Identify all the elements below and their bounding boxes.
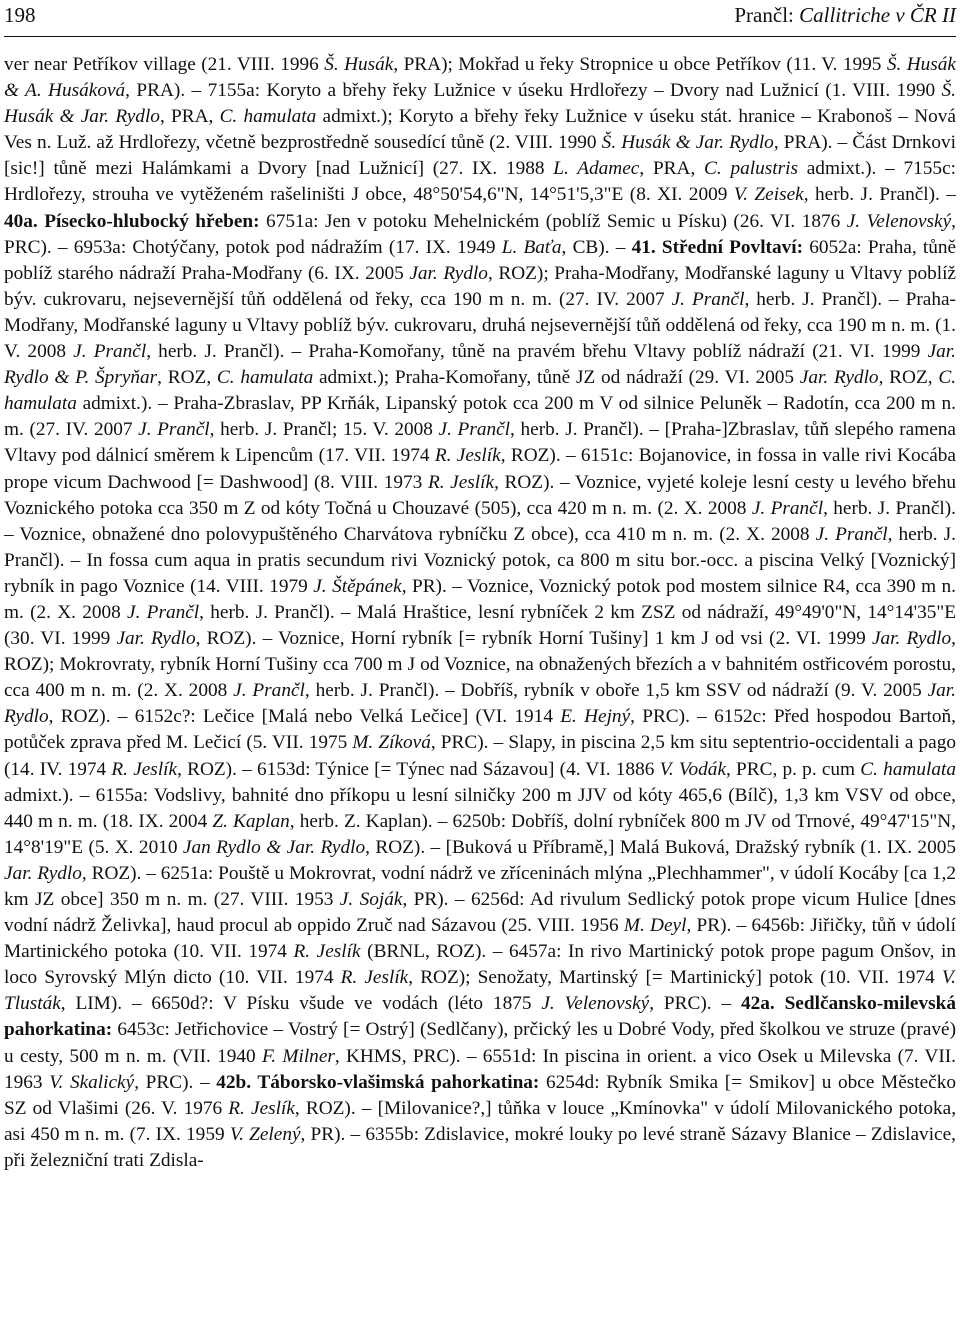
italic-name: Š. Husák bbox=[324, 54, 394, 75]
text-run: , CB). – bbox=[561, 236, 632, 258]
text-run: , PRC). – bbox=[134, 1071, 217, 1093]
text-run: , PRA, bbox=[159, 106, 220, 128]
text-run: , ROZ). – [Buková u Příbramě,] Malá Buková, Dražský rybník (1. IX. 2005 bbox=[365, 836, 956, 858]
text-run: 6254d: Rybník Smika [= Smikov] u obce Městečko SZ od Vlašimi (26. V. 1976 bbox=[4, 1071, 957, 1119]
italic-name: Z. Kaplan bbox=[212, 810, 290, 832]
text-run: , PRA, bbox=[639, 158, 705, 180]
italic-name: L. Adamec bbox=[553, 158, 640, 180]
text-run: , herb. Z. Kaplan). – 6250b: Dobříš, dolní rybníček 800 m JV od Trnové, 49°47'15"N, 14°8'19"E (5. X. 2010 bbox=[4, 810, 956, 858]
text-run: , PRA). – 7155a: Koryto a břehy řeky Lužnice v úseku Hrdlořezy – Dvory nad Lužnicí (1. VIII. 1990 bbox=[125, 80, 942, 102]
text-run: , ROZ). – [Milovanice?,] tůňka v louce „Kmínovka" v údolí Milovanického potoka, asi 450 m n. m. (7. IX. 1959 bbox=[4, 1097, 957, 1145]
text-run: , PRC). – 6953a: Chotýčany, potok pod nádražím (17. IX. 1949 bbox=[4, 210, 956, 258]
text-run: , herb. J. Prančl; 15. V. 2008 bbox=[209, 419, 439, 441]
running-head bbox=[734, 2, 956, 28]
italic-name: E. Hejný bbox=[560, 706, 631, 728]
text-run: , ROZ). – 6152c?: Lečice [Malá nebo Velká Lečice] (VI. 1914 bbox=[48, 706, 561, 728]
body-text bbox=[4, 52, 956, 1174]
italic-name: R. Jeslík bbox=[427, 471, 495, 493]
text-run: , ROZ). – 6153d: Týnice [= Týnec nad Sázavou] (4. VI. 1886 bbox=[177, 758, 660, 780]
italic-name: M. Zíková bbox=[352, 732, 431, 754]
text-run: admixt.). – Praha-Zbraslav, PP Krňák, Lipanský potok cca 200 m V od silnice Peluněk – Radotín, cca 200 m n. m. (27. IV. 2007 bbox=[4, 393, 956, 441]
italic-name: J. Prančl bbox=[438, 419, 511, 441]
italic-name: J. Velenovský bbox=[846, 210, 952, 232]
section-heading: 42a. Sedlčansko-milevská pahorkatina: bbox=[4, 993, 956, 1041]
text-run: 6751a: Jen v potoku Mehelnickém (poblíž Semic u Písku) (26. VI. 1876 bbox=[259, 210, 847, 232]
italic-name: M. Deyl bbox=[623, 915, 687, 937]
italic-name: R. Jeslík bbox=[434, 445, 501, 467]
text-run: , PRC). – 6152c: Před hospodou Bartoň, potůček zprava před M. Lečicí (5. VII. 1975 bbox=[4, 706, 956, 754]
section-heading: 40a. Písecko-hlubocký hřeben: bbox=[4, 210, 260, 232]
text-run: , ROZ, bbox=[878, 367, 939, 389]
italic-name: Jar. Rydlo bbox=[116, 628, 196, 650]
text-run: , ROZ); Praha-Modřany, Modřanské laguny u Vltavy poblíž býv. cukrovaru, nejsevernější tůň oddělená od řeky, cca 190 m n. m. (27. IV. 2007 bbox=[4, 262, 956, 310]
text-run: , KHMS, PRC). – 6551d: In piscina in orient. a vico Osek u Milevska (7. VII. 1963 bbox=[4, 1045, 956, 1093]
italic-name: Jan Rydlo & Jar. Rydlo bbox=[182, 836, 366, 858]
text-run: , LIM). – 6650d?: V Písku všude ve vodách (léto 1875 bbox=[60, 993, 542, 1015]
text-run: , herb. J. Prančl). – [Praha-]Zbraslav, tůň slepého ramena Vltavy pod dálnicí směrem k Lipencům (17. VII. 1974 bbox=[4, 419, 956, 467]
italic-name: J. Prančl bbox=[73, 341, 147, 363]
header-rule bbox=[4, 36, 956, 37]
italic-name: V. Vodák bbox=[659, 758, 727, 780]
text-run: 6052a: Praha, tůně poblíž starého nádraží Praha-Modřany (6. IX. 2005 bbox=[4, 236, 957, 284]
text-run: ver near Petříkov village (21. VIII. 1996 bbox=[4, 54, 325, 75]
text-run: , herb. J. Prančl). – Voznice, obnažené dno polovypuštěného Charvátova rybníčku Z obce), cca 410 m n. m. (2. X. 2008 bbox=[4, 497, 956, 545]
running-head-title: Callitriche v ČR II bbox=[799, 3, 956, 27]
running-head-author: Prančl: bbox=[734, 3, 800, 27]
italic-name: C. hamulata bbox=[4, 367, 957, 415]
text-run: , ROZ); Mokrovraty, rybník Horní Tušiny cca 700 m J od Voznice, na obnažených březích a v bahnitém ostřicovém porostu, cca 400 m n. m. (2. X. 2008 bbox=[4, 628, 956, 702]
text-run: 6453c: Jetřichovice – Vostrý [= Ostrý] (Sedlčany), prčický les u Dobré Vody, před školkou ve struze (pravé) u cesty, 500 m n. m. (VII. 1940 bbox=[4, 1019, 956, 1067]
text-run: (BRNL, ROZ). – 6457a: In rivo Martinický potok prope pagum Onšov, in loco Syrovský Mlýn dicto (10. VII. 1974 bbox=[4, 941, 956, 989]
page-header bbox=[4, 2, 956, 28]
page-number: 198 bbox=[4, 3, 36, 27]
italic-name: Jar. Rydlo & P. Špryňar bbox=[4, 341, 956, 389]
italic-name: R. Jeslík bbox=[293, 941, 361, 963]
text-run: , PR). – 6256d: Ad rivulum Sedlický potok prope vicum Hulice [dnes vodní nádrž Želivka], haud procul ab oppido Zruč nad Sázavou (25. VIII. 1956 bbox=[4, 889, 957, 937]
italic-name: V. Zeisek bbox=[733, 184, 804, 206]
italic-name: J. Velenovský bbox=[541, 993, 650, 1015]
text-run: admixt.); Koryto a břehy řeky Lužnice v úseku stát. hranice – Krabonoš – Nová Ves n. Luž. až Hrdlořezy, včetně bezprostředně sousedící tůně (2. VIII. 1990 bbox=[4, 106, 956, 154]
italic-name: Jar. Rydlo bbox=[4, 862, 82, 884]
italic-name: Š. Husák & A. Husáková bbox=[4, 54, 956, 102]
text-run: , PRA); Mokřad u řeky Stropnice u obce Petříkov (11. V. 1995 bbox=[393, 54, 887, 75]
text-run: , herb. J. Prančl). – Praha-Modřany, Modřanské laguny u Vltavy poblíž býv. cukrovaru, druhá nejsevernější tůň oddělená od řeky, cca 190 m n. m. (1. V. 2008 bbox=[4, 288, 956, 363]
italic-name: J. Štěpánek bbox=[313, 575, 402, 597]
italic-name: C. hamulata bbox=[219, 106, 317, 128]
section-heading: 42b. Táborsko-vlašimská pahorkatina: bbox=[216, 1071, 540, 1093]
text-run: , herb. J. Prančl). – Praha-Komořany, tůně na pravém břehu Vltavy poblíž nádraží (21. VI. 1999 bbox=[146, 341, 928, 363]
italic-name: R. Jeslík bbox=[228, 1097, 295, 1119]
italic-name: V. Skalický bbox=[49, 1071, 135, 1093]
italic-name: C. hamulata bbox=[216, 367, 314, 389]
text-run: , ROZ). – Voznice, Horní rybník [= rybník Horní Tušiny] 1 km J od vsi (2. VI. 1999 bbox=[195, 628, 872, 650]
text-run: , ROZ). – 6251a: Pouště u Mokrovrat, vodní nádrž ve zříceninách mlýna „Plechhammer", v údolí Kocáby [ca 1,2 km JZ obce] 350 m n. m. (27. VIII. 1953 bbox=[4, 862, 956, 910]
italic-name: F. Milner bbox=[262, 1045, 335, 1067]
text-run: , PRC, p. p. cum bbox=[726, 758, 861, 780]
section-heading: 41. Střední Povltaví: bbox=[631, 236, 804, 258]
text-run: , ROZ). – 6151c: Bojanovice, in fossa in valle rivi Kocába prope vicum Dachwood [= Dashwood] (8. VIII. 1973 bbox=[4, 445, 956, 493]
text-run: , ROZ). – Voznice, vyjeté koleje lesní cesty u levého břehu Voznického potoka cca 350 m Z od kóty Točná u Chouzavé (505), cca 420 m n. m. (2. X. 2008 bbox=[4, 471, 957, 519]
italic-name: J. Soják bbox=[339, 889, 403, 910]
italic-name: J. Prančl bbox=[127, 601, 200, 623]
italic-name: C. hamulata bbox=[860, 758, 956, 780]
text-run: , herb. J. Prančl). – bbox=[803, 184, 956, 206]
italic-name: Jar. Rydlo bbox=[871, 628, 952, 650]
italic-name: J. Prančl bbox=[138, 419, 210, 441]
italic-name: R. Jeslík bbox=[111, 758, 178, 780]
italic-name: V. Tlusták bbox=[4, 967, 956, 1015]
text-run: admixt.); Praha-Komořany, tůně JZ od nádraží (29. VI. 2005 bbox=[313, 367, 800, 389]
italic-name: J. Prančl bbox=[815, 523, 888, 545]
text-run: , PRA). – Část Drnkovi [sic!] tůně mezi Halámkami a Dvory [nad Lužnicí] (27. IX. 1988 bbox=[4, 132, 956, 180]
italic-name: Jar. Rydlo bbox=[409, 262, 488, 284]
italic-name: C. palustris bbox=[704, 158, 798, 180]
text-run: , ROZ); Senožaty, Martinský [= Martinický] potok (10. VII. 1974 bbox=[408, 967, 942, 989]
text-run: , PR). – Voznice, Voznický potok pod mostem silnice R4, cca 390 m n. m. (2. X. 2008 bbox=[4, 575, 956, 623]
text-run: , herb. J. Prančl). – Dobříš, rybník v obořе 1,5 km SSV od nádraží (9. V. 2005 bbox=[304, 680, 928, 702]
text-run: , herb. J. Prančl). – Malá Hraštice, lesní rybníček 2 km ZSZ od nádraží, 49°49'0"N, 14°14'35"E (30. VI. 1999 bbox=[4, 601, 956, 650]
text-run: , PRC). – bbox=[649, 993, 741, 1015]
italic-name: Jar. Rydlo bbox=[799, 367, 879, 389]
text-run: admixt.). – 6155a: Vodslivy, bahnité dno příkopu u lesní silničky 200 m JJV od kóty 465,6 (Bílč), 1,3 km VSV od obce, 440 m n. m. (18. IX. 2004 bbox=[4, 784, 956, 832]
italic-name: J. Prančl bbox=[751, 497, 824, 519]
italic-name: R. Jeslík bbox=[340, 967, 409, 989]
text-run: admixt.). – 7155c: Hrdlořezy, strouha ve vytěženém rašeliništi J obce, 48°50'54,6"N, 14°51'5,3"E (8. XI. 2009 bbox=[4, 158, 956, 206]
text-run: , PR). – 6355b: Zdislavice, mokré louky po levé straně Sázavy Blanice – Zdislavice, při železniční trati Zdisla- bbox=[4, 1123, 956, 1171]
italic-name: J. Prančl bbox=[233, 680, 305, 702]
text-run: , herb. J. Prančl). – In fossa cum aqua in pratis secundum rivi Voznický potok, ca 800 m situ bor.-occ. a piscina Velký [Voznický] rybník in pago Voznice (14. VIII. 1979 bbox=[4, 523, 957, 597]
italic-name: Š. Husák & Jar. Rydlo bbox=[4, 80, 956, 128]
italic-name: Š. Husák & Jar. Rydlo bbox=[601, 132, 774, 154]
italic-name: V. Zelený bbox=[229, 1123, 301, 1145]
italic-name: J. Prančl bbox=[671, 288, 745, 310]
text-run: , ROZ, bbox=[157, 367, 217, 389]
italic-name: L. Baťa bbox=[501, 236, 562, 258]
paragraph bbox=[4, 52, 956, 1174]
italic-name: Jar. Rydlo bbox=[4, 680, 956, 728]
text-run: , PR). – 6456b: Jiřičky, tůň v údolí Martinického potoka (10. VII. 1974 bbox=[4, 915, 956, 963]
text-run: , PRC). – Slapy, in piscina 2,5 km situ septentrio-occidentali a pago (14. IV. 1974 bbox=[4, 732, 956, 780]
